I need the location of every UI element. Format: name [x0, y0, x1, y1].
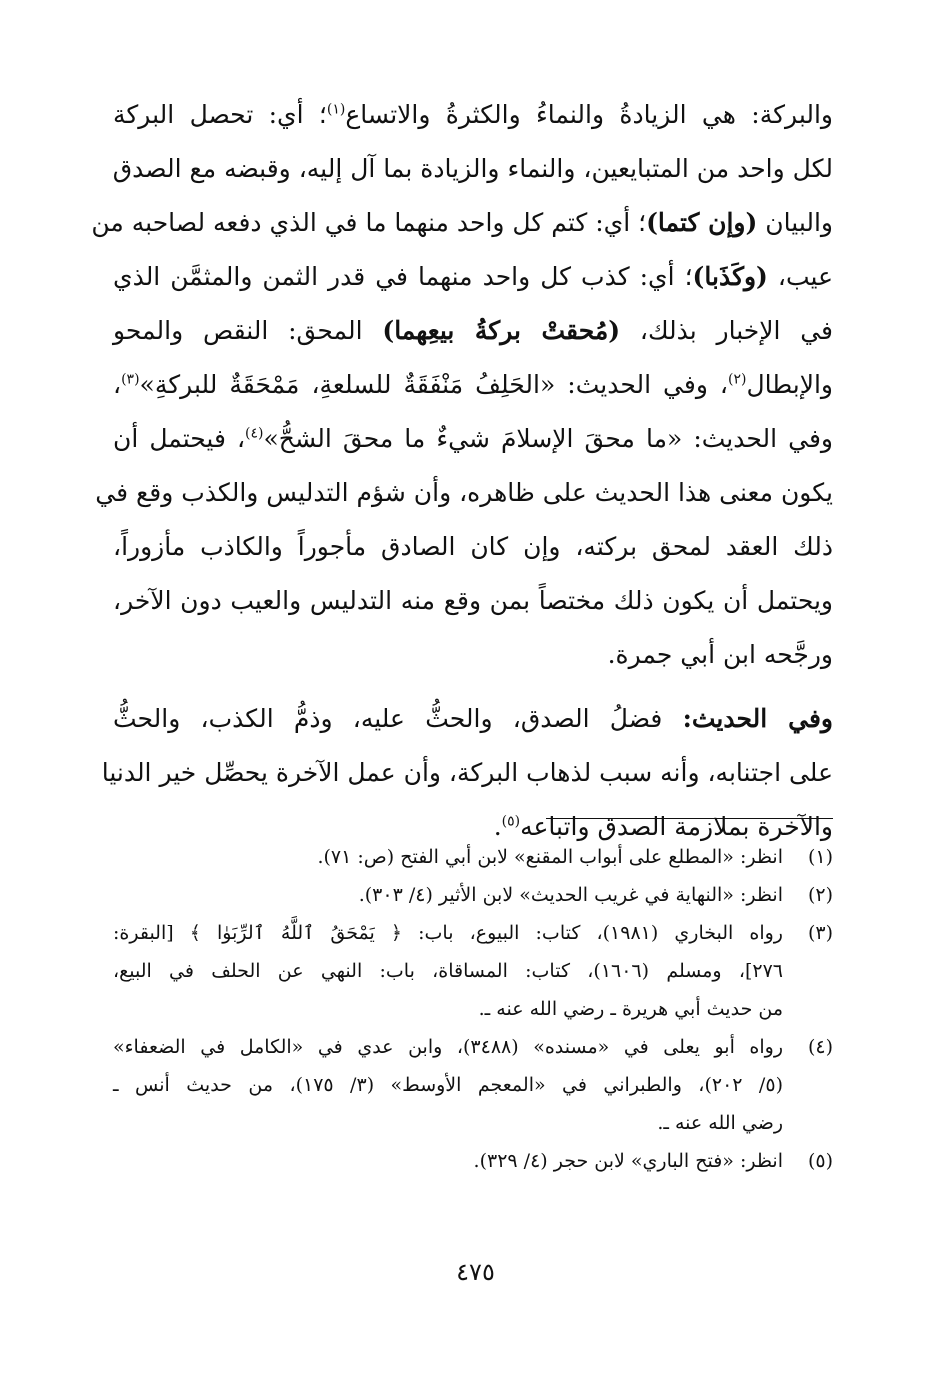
text-span: فضلُ الصدق، والحثُّ عليه، وذمُّ الكذب، والحثُّ [113, 704, 663, 733]
text-line: يكون معنى هذا الحديث على ظاهره، وأن شؤم التدليس والكذب وقع في [95, 478, 833, 507]
text-line [113, 88, 833, 142]
footnote [113, 1028, 833, 1142]
footnote-text: رواه أبو يعلى في «مسنده» (٣٤٨٨)، وابن عدي في «الكامل في الضعفاء» [113, 1036, 783, 1058]
text-span: وفي الحديث: «ما محقَ الإسلامَ شيءٌ ما محقَ الشحُّ» [263, 424, 833, 453]
footnote-marker: (٤) [245, 425, 264, 442]
footnote-text: (٥/ ٢٠٢)، والطبراني في «المعجم الأوسط» (٣/ ١٧٥)، من حديث أنس ـ [113, 1074, 783, 1096]
text-span: المحق: النقص والمحو [113, 316, 363, 345]
footnote-marker: (٥) [501, 813, 521, 830]
footnotes [113, 838, 833, 1180]
footnote-marker: (٣) [121, 371, 140, 388]
text-span: ؛ أي: كذب كل واحد منهما في قدر الثمن والمثمَّن الذي [113, 262, 693, 291]
paragraph-gap [113, 682, 833, 692]
footnote-text: رواه البخاري (١٩٨١)، كتاب: البيوع، باب: ﴿ يَمْحَقُ ٱللَّهُ ٱلرِّبَوٰا ﴾ [البقرة: [113, 922, 783, 944]
text-span: ، وفي الحديث: «الحَلِفُ مَنْفَقَةٌ للسلعةِ، مَمْحَقَةٌ للبركةِ» [139, 370, 728, 399]
text-span: في الإخبار بذلك، [639, 316, 834, 345]
text-span: ؛ أي: تحصل البركة [113, 100, 327, 129]
text-span: . [493, 812, 502, 841]
main-text [91, 88, 834, 854]
text-line: ورجَّحه ابن أبي جمرة. [607, 640, 833, 669]
footnote [113, 1142, 833, 1180]
text-span: عيب، [777, 262, 833, 291]
text-line: ويحتمل أن يكون ذلك مختصاً بمن وقع منه التدليس والعيب دون الآخر، [113, 586, 833, 615]
text-line [113, 304, 833, 358]
footnote [113, 838, 833, 876]
footnote-separator [546, 818, 833, 819]
text-span: والبيان [765, 208, 833, 237]
text-line [113, 358, 833, 412]
page-number: ٤٧٥ [456, 1258, 495, 1286]
footnote-text: رضي الله عنه ـ. [657, 1112, 783, 1134]
text-span: والآخرة بملازمة الصدق واتباعه [520, 812, 833, 841]
footnote-text: انظر: «فتح الباري» لابن حجر (٤/ ٣٢٩). [473, 1150, 783, 1172]
hadith-phrase: (مُحقتْ بركةُ بيعِهما) [382, 316, 621, 345]
text-span: والبركة: هي الزيادةُ والنماءُ والكثرةُ والاتساع [345, 100, 834, 129]
text-span: والإبطال [746, 370, 833, 399]
footnote-text: انظر: «النهاية في غريب الحديث» لابن الأثير (٤/ ٣٠٣). [358, 884, 783, 906]
text-line [113, 250, 833, 304]
hadith-phrase: (وإن كتما) [646, 208, 758, 237]
text-line: ذلك العقد لمحق بركته، وإن كان الصادق مأجوراً والكاذب مأزوراً، [113, 532, 833, 561]
section-lead: وفي الحديث: [682, 704, 834, 733]
hadith-phrase: (وكَذَبا) [692, 262, 768, 291]
text-line [113, 412, 833, 466]
footnote-marker: (٢) [728, 371, 747, 388]
footnote-text: من حديث أبي هريرة ـ رضي الله عنه ـ. [478, 998, 783, 1020]
footnote-number: (٢) [807, 884, 833, 906]
footnote-text: ٢٧٦]، ومسلم (١٦٠٦)، كتاب: المساقاة، باب: النهي عن الحلف في البيع، [113, 960, 783, 982]
footnote-text: انظر: «المطلع على أبواب المقنع» لابن أبي الفتح (ص: ٧١). [317, 846, 783, 868]
text-line: لكل واحد من المتبايعين، والنماء والزيادة بما آل إليه، وقبضه مع الصدق [112, 154, 833, 183]
text-span: ؛ أي: كتم كل واحد منهما ما في الذي دفعه لصاحبه من [91, 208, 647, 237]
footnote-marker: (١) [326, 101, 346, 118]
footnote-number: (١) [807, 846, 833, 868]
footnote [113, 914, 833, 1028]
text-span: ، [113, 370, 122, 399]
text-span: ، فيحتمل أن [113, 424, 246, 453]
text-line: على اجتنابه، وأنه سبب لذهاب البركة، وأن عمل الآخرة يحصِّل خير الدنيا [101, 758, 833, 787]
footnote-number: (٣) [807, 922, 833, 944]
footnote [113, 876, 833, 914]
text-line [91, 196, 833, 250]
text-line [113, 692, 833, 746]
footnote-number: (٥) [807, 1150, 833, 1172]
footnote-number: (٤) [807, 1036, 833, 1058]
